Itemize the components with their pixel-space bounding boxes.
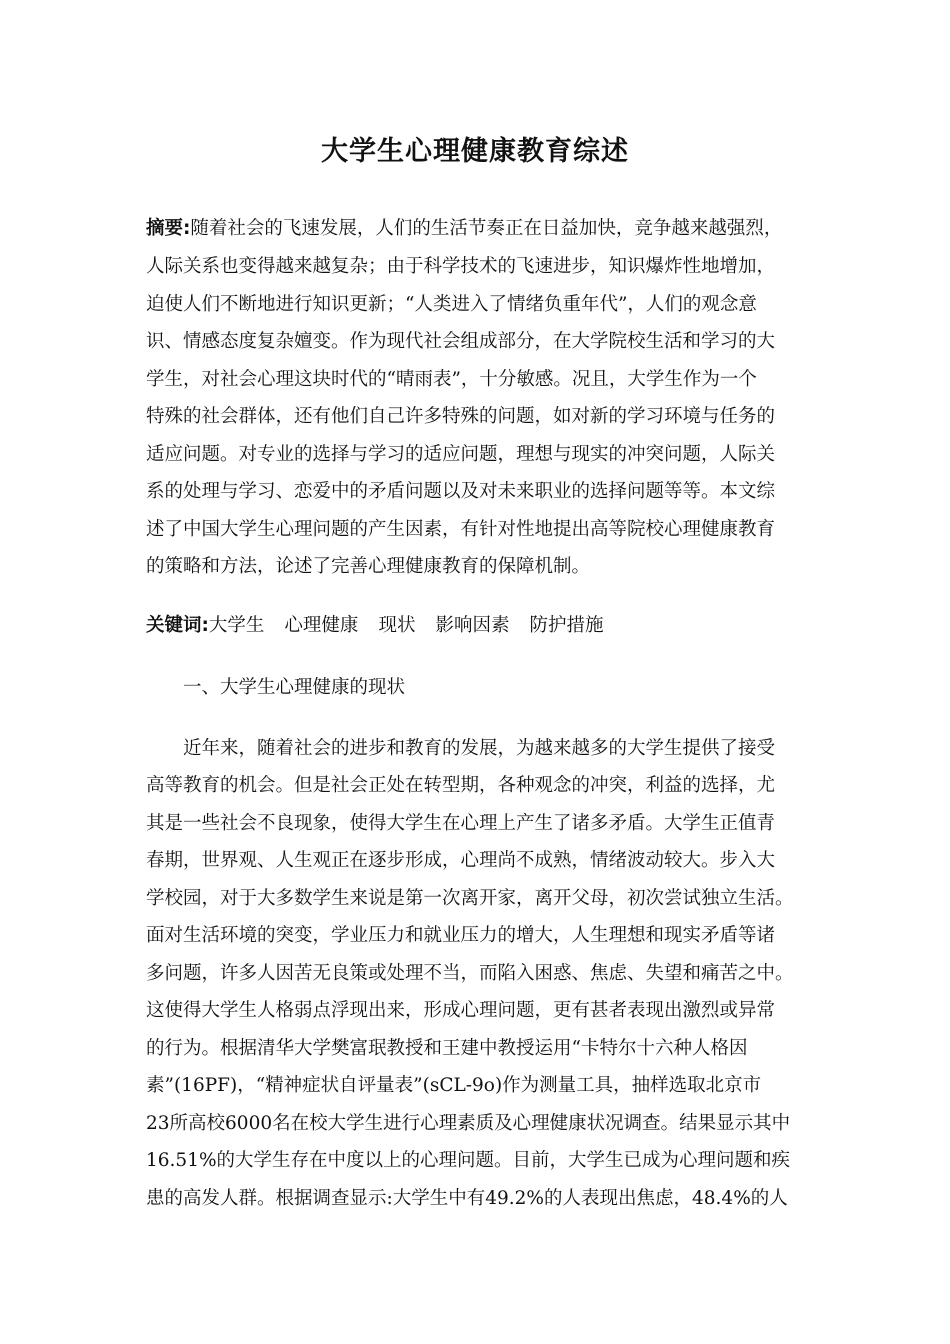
body-line: 近年来，随着社会的进步和教育的发展，为越来越多的大学生提供了接受	[183, 738, 776, 759]
abstract-label: 摘要:	[146, 218, 191, 239]
keywords-line	[146, 611, 623, 641]
abstract-line: 迫使人们不断地进行知识更新；“人类进入了情绪负重年代”，人们的观念意	[146, 294, 757, 315]
keywords-label: 关键词:	[146, 615, 209, 636]
body-line: 素”(16PF)，“精神症状自评量表”(sCL-9o)作为测量工具，抽样选取北京市	[146, 1075, 762, 1096]
abstract-line: 学生，对社会心理这块时代的“晴雨表”，十分敏感。况且，大学生作为一个	[146, 369, 757, 390]
keyword: 防护措施	[529, 615, 604, 636]
abstract-line: 的策略和方法，论述了完善心理健康教育的保障机制。	[146, 556, 591, 577]
body-line: 患的高发人群。根据调查显示:大学生中有49.2%的人表现出焦虑，48.4%的人	[146, 1188, 788, 1209]
body-line: 高等教育的机会。但是社会正处在转型期，各种观念的冲突，利益的选择，尤	[146, 775, 776, 796]
abstract-line	[146, 214, 782, 244]
keyword: 现状	[378, 615, 416, 636]
body-line: 多问题，许多人因苦无良策或处理不当，而陷入困惑、焦虑、失望和痛苦之中。	[146, 963, 794, 984]
body-line: 这使得大学生人格弱点浮现出来，形成心理问题，更有甚者表现出激烈或异常	[146, 1000, 776, 1021]
body-line: 16.51%的大学生存在中度以上的心理问题。目前，大学生已成为心理问题和疾	[146, 1150, 791, 1171]
abstract-line: 系的处理与学习、恋爱中的矛盾问题以及对未来职业的选择问题等等。本文综	[146, 481, 776, 502]
body-line: 春期，世界观、人生观正在逐步形成，心理尚不成熟，情绪波动较大。步入大	[146, 850, 776, 871]
abstract-text: 随着社会的飞速发展，人们的生活节奏正在日益加快，竞争越来越强烈，	[190, 218, 783, 239]
keyword: 影响因素	[435, 615, 510, 636]
body-line: 面对生活环境的突变，学业压力和就业压力的增大，人生理想和现实矛盾等诸	[146, 925, 776, 946]
abstract-line: 识、情感态度复杂嬗变。作为现代社会组成部分，在大学院校生活和学习的大	[146, 331, 776, 352]
body-line: 的行为。根据清华大学樊富珉教授和王建中教授运用“卡特尔十六种人格因	[146, 1038, 748, 1059]
section-heading: 一、大学生心理健康的现状	[183, 677, 406, 698]
body-line: 23所高校6000名在校大学生进行心理素质及心理健康状况调查。结果显示其中	[146, 1113, 791, 1134]
abstract-line: 特殊的社会群体，还有他们自己许多特殊的问题，如对新的学习环境与任务的	[146, 406, 776, 427]
body-line: 其是一些社会不良现象，使得大学生在心理上产生了诸多矛盾。大学生正值青	[146, 813, 776, 834]
document-title: 大学生心理健康教育综述	[321, 136, 629, 167]
keyword: 大学生	[208, 615, 265, 636]
body-line: 学校园，对于大多数学生来说是第一次离开家，离开父母，初次尝试独立生活。	[146, 888, 794, 909]
keyword: 心理健康	[284, 615, 359, 636]
abstract-line: 人际关系也变得越来越复杂；由于科学技术的飞速进步，知识爆炸性地增加，	[146, 256, 776, 277]
abstract-line: 适应问题。对专业的选择与学习的适应问题，理想与现实的冲突问题，人际关	[146, 444, 776, 465]
abstract-line: 述了中国大学生心理问题的产生因素，有针对性地提出高等院校心理健康教育	[146, 519, 776, 540]
